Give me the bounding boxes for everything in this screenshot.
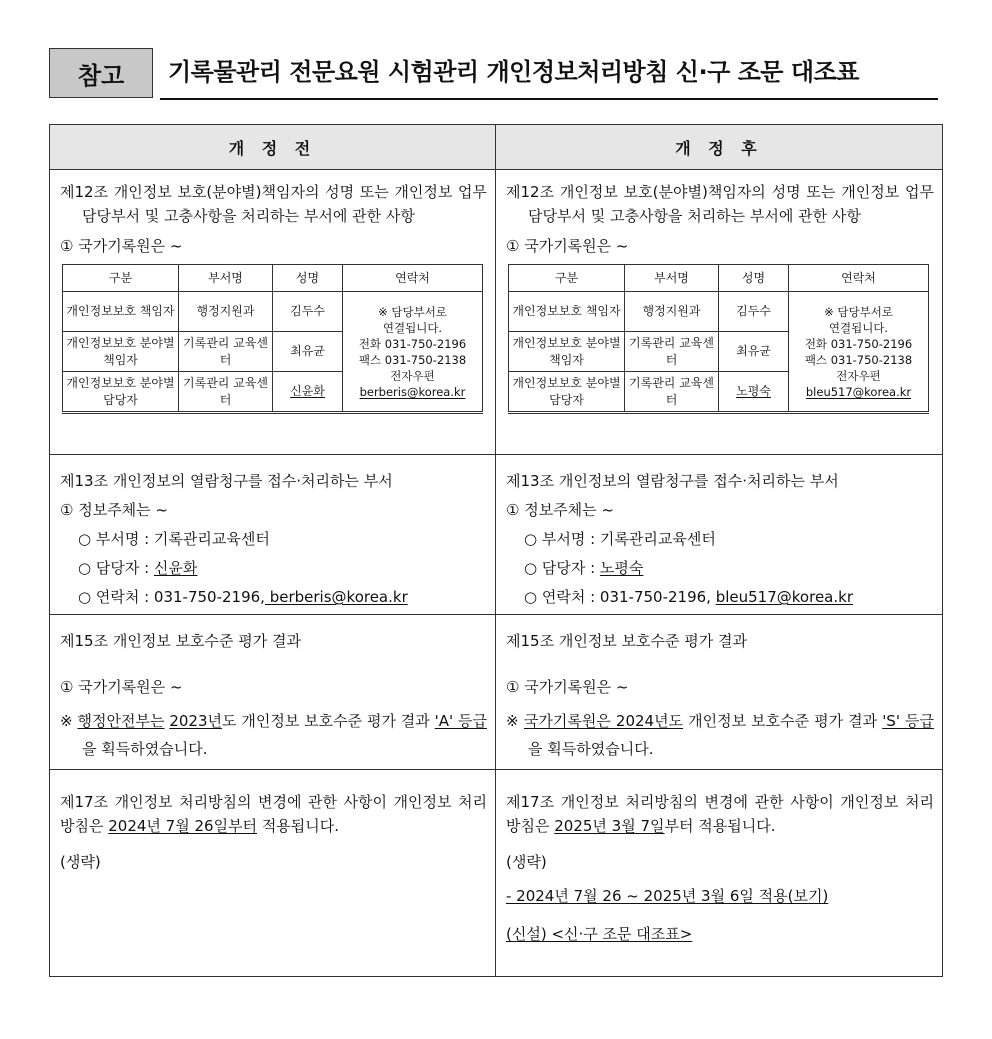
row-department: 기록관리 교육센터 xyxy=(625,332,719,372)
article-15-note xyxy=(60,707,487,763)
effective-date: 2024년 7월 26일부터 xyxy=(108,817,258,835)
article-12-title: 제12조 개인정보 보호(분야별)책임자의 성명 또는 개인정보 업무 담당부서 및 고충사항을 처리하는 부서에 관한 사항 xyxy=(506,183,934,225)
article-17-text xyxy=(506,790,934,838)
row-name xyxy=(273,372,343,413)
contact-email-label: 전자우편 xyxy=(390,368,435,383)
note-mark: ※ xyxy=(506,712,524,730)
article-17-post: 부터 적용됩니다. xyxy=(664,817,776,835)
contact-table xyxy=(508,264,929,414)
manager-name: 신윤화 xyxy=(290,384,325,398)
new-comparison-link[interactable]: (신설) <신·구 조문 대조표> xyxy=(506,925,693,943)
history-link[interactable]: - 2024년 7월 26 ~ 2025년 3월 6일 적용(보기) xyxy=(506,887,829,905)
article-17-post: 적용됩니다. xyxy=(257,817,340,835)
row-department: 기록관리 교육센터 xyxy=(625,372,719,413)
contact-prefix: ○ 연락처 : 031-750-2196, xyxy=(524,588,716,606)
manager-line xyxy=(60,554,487,583)
contact-table xyxy=(62,264,483,414)
contact-email: berberis@korea.kr xyxy=(359,384,466,399)
manager-name: 노평숙 xyxy=(599,559,644,577)
column-header-after: 개 정 후 xyxy=(496,125,943,170)
row-category: 개인정보보호 분야별 책임자 xyxy=(63,332,179,372)
row-name: 김두수 xyxy=(719,292,789,332)
note-year: 2023년 xyxy=(169,712,222,730)
row-category: 개인정보보호 책임자 xyxy=(63,292,179,332)
contact-note: ※ 담당부서로 연결됩니다. xyxy=(378,304,447,335)
row-department: 행정지원과 xyxy=(625,292,719,332)
title-underline xyxy=(160,98,938,100)
contact-info xyxy=(789,292,929,413)
article-15-title: 제15조 개인정보 보호수준 평가 결과 xyxy=(506,632,748,650)
article-13-title: 제13조 개인정보의 열람청구를 접수·처리하는 부서 xyxy=(506,472,839,490)
note-grade: 'A' 등급 xyxy=(434,712,487,730)
article-17-pre: 제17조 개인정보 처리방침의 변경에 관한 사항이 개인정보 처리방침은 xyxy=(60,793,487,835)
header-department: 부서명 xyxy=(179,265,273,292)
comparison-table xyxy=(49,124,943,977)
row-category: 개인정보보호 분야별 담당자 xyxy=(63,372,179,413)
article-12-item: ① 국가기록원은 ~ xyxy=(506,237,629,255)
note-end: 을 획득하였습니다. xyxy=(82,740,208,758)
article-13-item: ① 정보주체는 ~ xyxy=(506,501,615,519)
row-name: 최유균 xyxy=(719,332,789,372)
header-department: 부서명 xyxy=(625,265,719,292)
row-category: 개인정보보호 분야별 담당자 xyxy=(509,372,625,413)
note-end: 을 획득하였습니다. xyxy=(528,740,654,758)
article-17-pre: 제17조 개인정보 처리방침의 변경에 관한 사항이 개인정보 처리방침은 xyxy=(506,793,934,835)
note-mid: 도 개인정보 보호수준 평가 결과 xyxy=(222,712,435,730)
reference-tag: 참고 xyxy=(49,48,153,98)
row-department: 행정지원과 xyxy=(179,292,273,332)
header-category: 구분 xyxy=(509,265,625,292)
contact-note: ※ 담당부서로 연결됩니다. xyxy=(824,304,893,335)
header-name: 성명 xyxy=(719,265,789,292)
manager-prefix: ○ 담당자 : xyxy=(78,559,154,577)
row-name: 김두수 xyxy=(273,292,343,332)
manager-name: 노평숙 xyxy=(736,384,771,398)
note-org-year: 국가기록원은 2024년도 xyxy=(523,712,684,730)
after-article-13 xyxy=(496,455,943,615)
contact-prefix: ○ 연락처 : 031-750-2196, xyxy=(78,588,265,606)
contact-phone: 전화 031-750-2196 xyxy=(804,336,913,351)
department-line: ○ 부서명 : 기록관리교육센터 xyxy=(78,530,270,548)
effective-date: 2025년 3월 7일 xyxy=(554,817,665,835)
row-name xyxy=(719,372,789,413)
omitted-note: (생략) xyxy=(506,853,547,871)
article-15-item: ① 국가기록원은 ~ xyxy=(506,678,629,696)
manager-name: 신윤화 xyxy=(153,559,198,577)
row-name: 최유균 xyxy=(273,332,343,372)
before-article-15 xyxy=(50,615,496,770)
article-12-item: ① 국가기록원은 ~ xyxy=(60,237,183,255)
row-category: 개인정보보호 분야별 책임자 xyxy=(509,332,625,372)
row-department: 기록관리 교육센터 xyxy=(179,372,273,413)
header-category: 구분 xyxy=(63,265,179,292)
omitted-note: (생략) xyxy=(60,853,101,871)
contact-email-label: 전자우편 xyxy=(836,368,881,383)
article-17-text xyxy=(60,790,487,838)
article-15-item: ① 국가기록원은 ~ xyxy=(60,678,183,696)
before-article-13 xyxy=(50,455,496,615)
contact-email: bleu517@korea.kr xyxy=(715,588,853,606)
before-article-12 xyxy=(50,170,496,455)
article-13-title: 제13조 개인정보의 열람청구를 접수·처리하는 부서 xyxy=(60,472,393,490)
contact-fax: 팩스 031-750-2138 xyxy=(358,352,467,367)
note-mark: ※ xyxy=(60,712,78,730)
contact-fax: 팩스 031-750-2138 xyxy=(804,352,913,367)
manager-line xyxy=(506,554,934,583)
row-category: 개인정보보호 책임자 xyxy=(509,292,625,332)
contact-info xyxy=(343,292,483,413)
department-line: ○ 부서명 : 기록관리교육센터 xyxy=(524,530,716,548)
note-mid: 개인정보 보호수준 평가 결과 xyxy=(683,712,883,730)
after-article-12 xyxy=(496,170,943,455)
article-15-note xyxy=(506,707,934,763)
header-name: 성명 xyxy=(273,265,343,292)
contact-email: berberis@korea.kr xyxy=(264,588,408,606)
contact-line xyxy=(60,583,487,612)
manager-prefix: ○ 담당자 : xyxy=(524,559,600,577)
contact-email: bleu517@korea.kr xyxy=(805,384,912,399)
article-13-item: ① 정보주체는 ~ xyxy=(60,501,169,519)
contact-line xyxy=(506,583,934,612)
note-org: 행정안전부는 xyxy=(77,712,165,730)
column-header-before: 개 정 전 xyxy=(50,125,496,170)
article-12-title: 제12조 개인정보 보호(분야별)책임자의 성명 또는 개인정보 업무 담당부서 및 고충사항을 처리하는 부서에 관한 사항 xyxy=(60,183,487,225)
page-title: 기록물관리 전문요원 시험관리 개인정보처리방침 신·구 조문 대조표 xyxy=(168,58,859,86)
contact-phone: 전화 031-750-2196 xyxy=(358,336,467,351)
row-department: 기록관리 교육센터 xyxy=(179,332,273,372)
after-article-15 xyxy=(496,615,943,770)
header-contact: 연락처 xyxy=(789,265,929,292)
before-article-17 xyxy=(50,770,496,977)
note-grade: 'S' 등급 xyxy=(882,712,934,730)
after-article-17 xyxy=(496,770,943,977)
article-15-title: 제15조 개인정보 보호수준 평가 결과 xyxy=(60,632,302,650)
header-contact: 연락처 xyxy=(343,265,483,292)
